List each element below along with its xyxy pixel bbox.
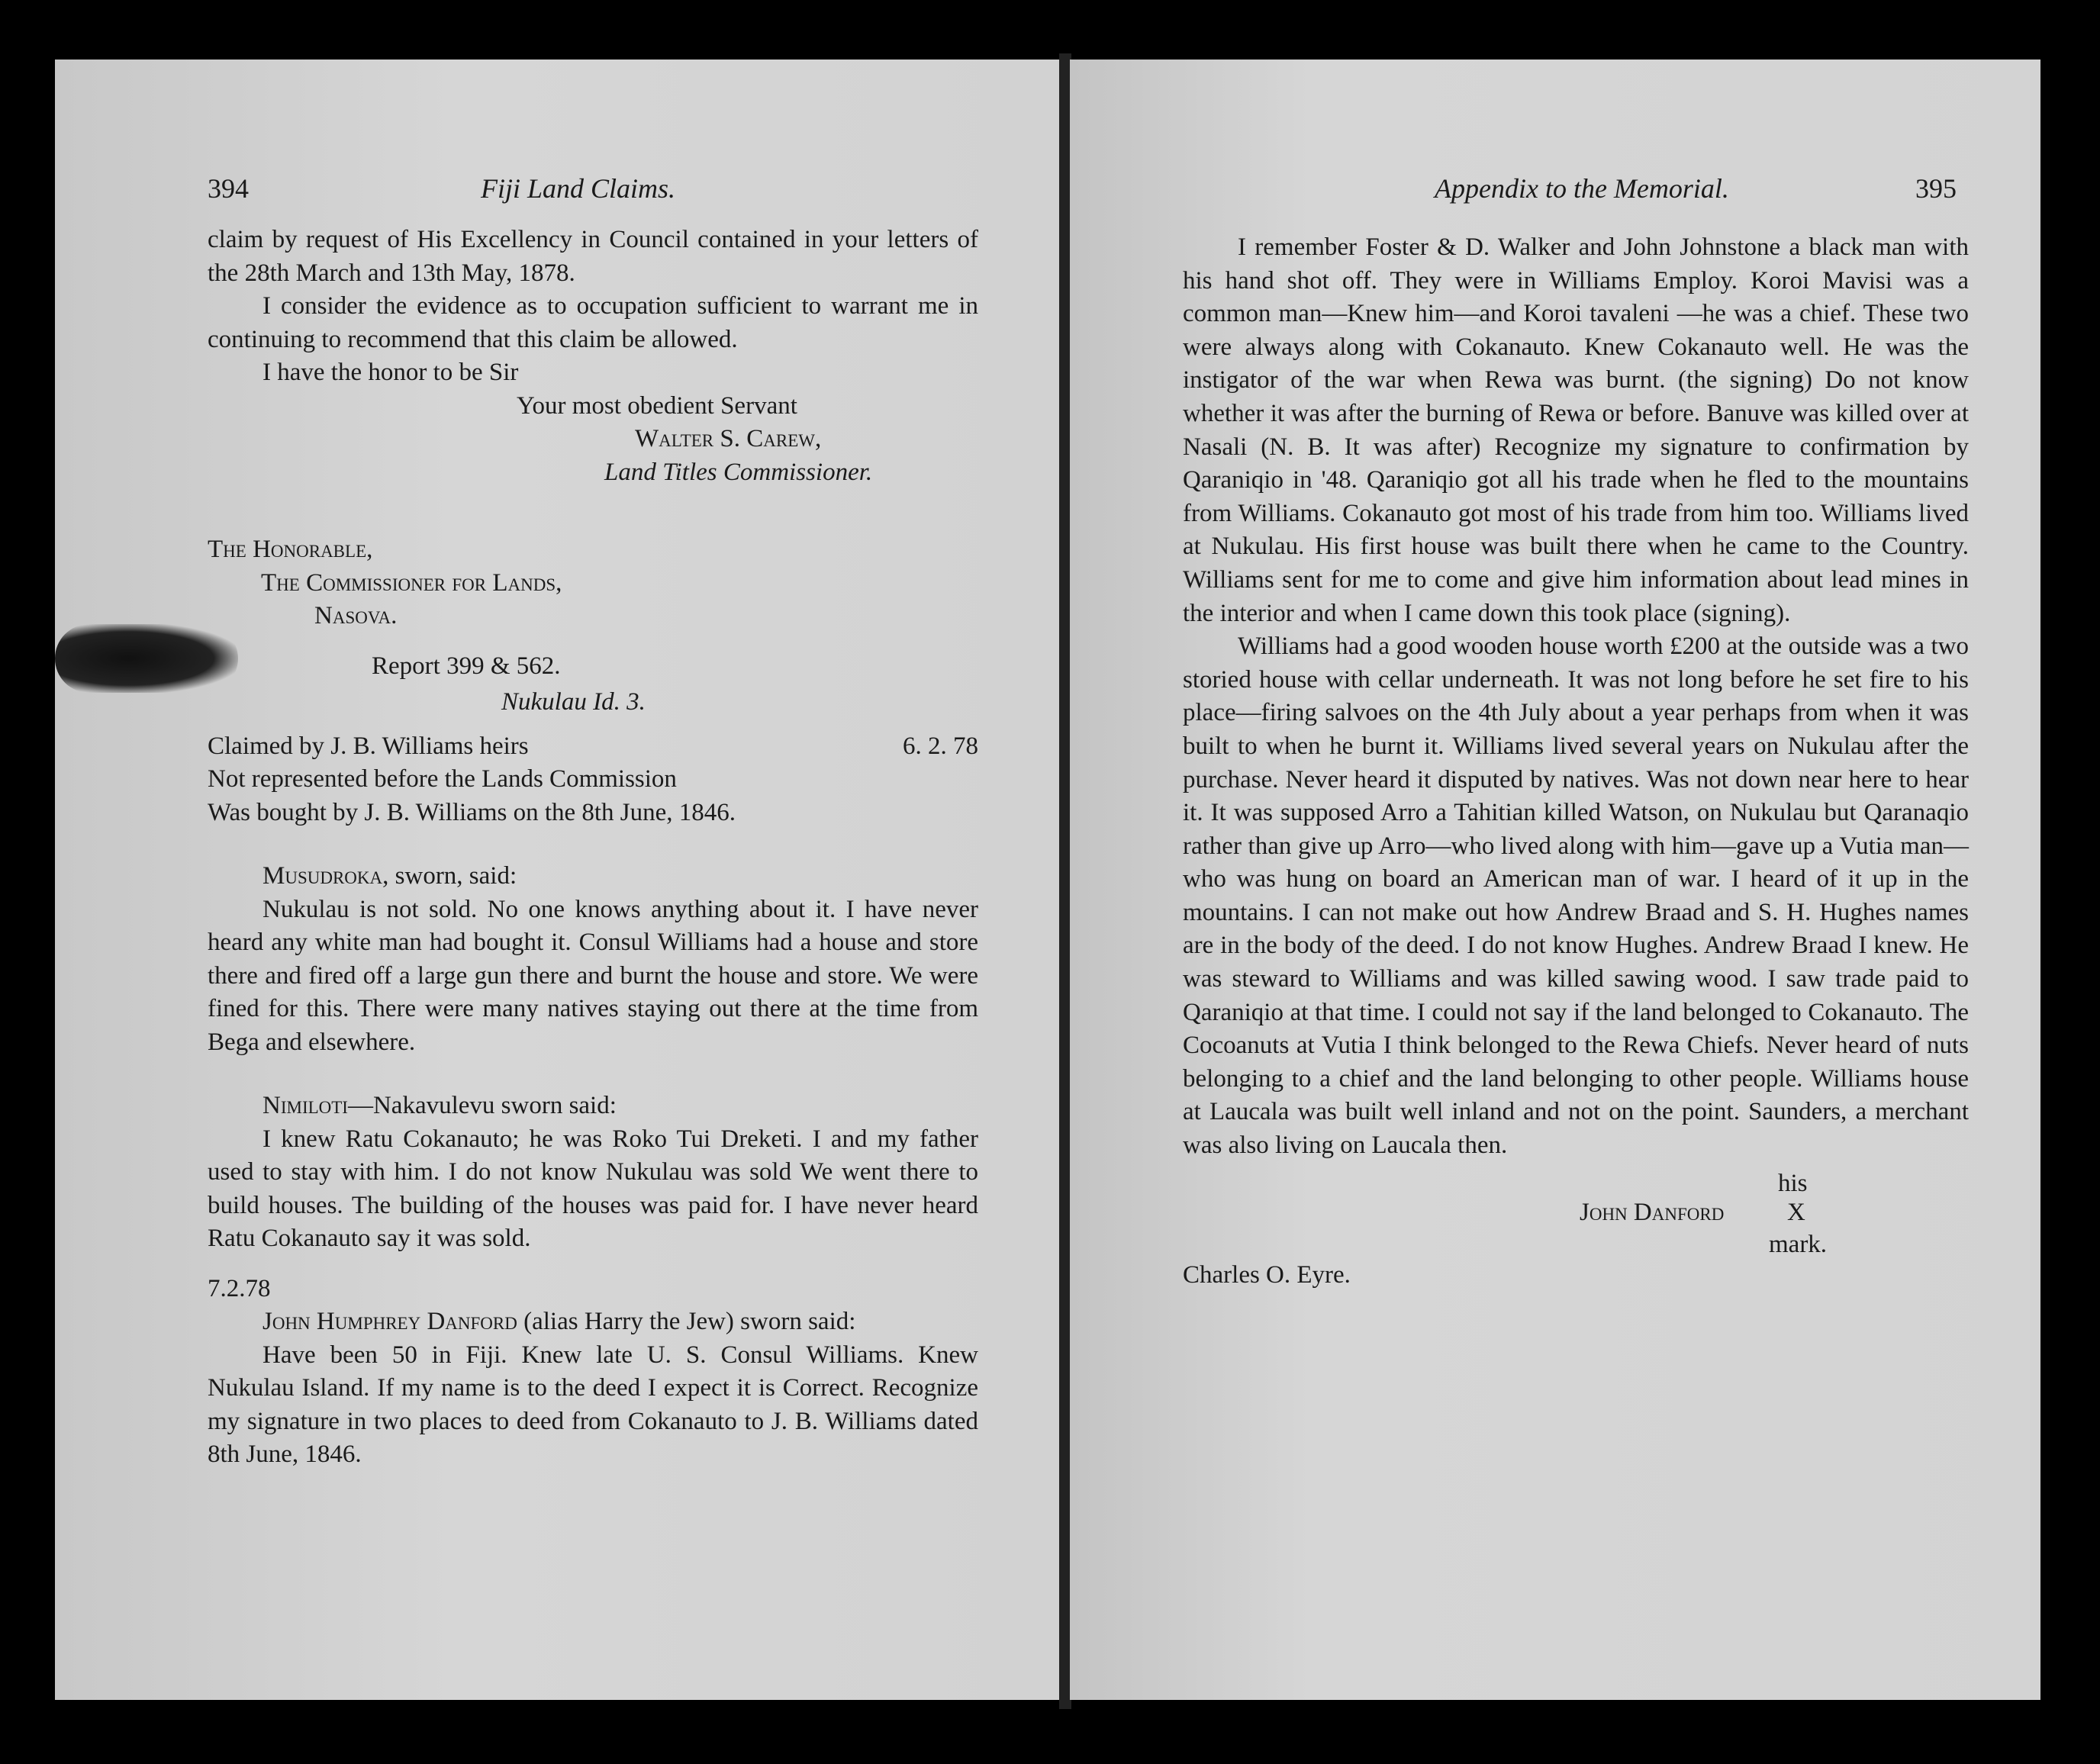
claimed-by: Claimed by J. B. Williams heirs <box>208 732 529 760</box>
witness-2-intro: —Nakavulevu sworn said: <box>347 1092 617 1119</box>
left-body-text <box>208 224 978 1472</box>
thumb-shadow <box>55 624 238 693</box>
bought-statement: Was bought by J. B. Williams on the 8th June, 1846. <box>208 798 736 826</box>
address-line-1: The Honorable, <box>208 536 373 563</box>
witness-2-name: Nimiloti <box>262 1092 348 1119</box>
right-page <box>1070 60 2040 1700</box>
mark-x: X <box>1787 1198 1805 1226</box>
witness-2-heading <box>208 1090 978 1123</box>
left-running-head <box>208 172 978 211</box>
spacer <box>208 719 978 730</box>
witness-1-heading <box>208 860 978 893</box>
witness-3-name: John Humphrey Danford <box>262 1308 517 1335</box>
claimed-by-row <box>208 730 978 764</box>
closing-signer-title: Land Titles Commissioner. <box>604 458 873 486</box>
closing-servant: Your most obedient Servant <box>517 391 797 420</box>
report-number: Report 399 & 562. <box>372 652 561 680</box>
left-page <box>55 60 1061 1700</box>
spacer <box>208 489 978 533</box>
witness-1-name: Musudroka, <box>262 862 389 890</box>
closing-honor: I have the honor to be Sir <box>262 359 519 386</box>
mark-his: his <box>1778 1169 1808 1197</box>
witness-signature: Charles O. Eyre. <box>1183 1260 1351 1289</box>
spacer <box>208 1059 978 1090</box>
running-title-left: Fiji Land Claims. <box>481 173 676 204</box>
witness-3-testimony: Have been 50 in Fiji. Knew late U. S. Consul Williams. Knew Nukulau Island. If my name is to the deed I expect it is Correct. Recognize my signature in two places to deed from Cokanauto to J. B. Williams dated 8th June, 1846. <box>208 1341 978 1468</box>
not-represented: Not represented before the Lands Commission <box>208 765 677 793</box>
signature-block <box>1183 1167 1969 1259</box>
claim-title: Nukulau Id. 3. <box>501 688 646 716</box>
address-line-2: The Commissioner for Lands, <box>261 568 562 597</box>
claim-date: 6. 2. 78 <box>903 732 978 760</box>
witness-3-intro: (alias Harry the Jew) sworn said: <box>517 1308 856 1335</box>
signature-name: John Danford <box>1580 1198 1725 1226</box>
right-paragraph-1: I remember Foster & D. Walker and John Johnstone a black man with his hand shot off. They were in Williams Employ. Koroi Mavisi was a common man—Knew him—and Koroi tavaleni —he was a chief. These two were always along with Cokanauto. Knew Cokanauto well. He was the instigator of the war when Rewa was burnt. (the signing) Do not know whether it was after the burning of Rewa or before. Banuve was killed over at Nasali (N. B. It was after) Recognize my signature to confirmation by Qaraniqio in '48. Qaraniqio got all his trade when he fled to the mountains from Williams. Cokanauto got most of his trade from him too. Williams lived at Nukulau. His first house was built there when he came to the Country. Williams sent for me to come and give him information about lead mines in the interior and when I came down this took place (signing). <box>1183 233 1969 627</box>
left-paragraph-2: I consider the evidence as to occupation sufficient to warrant me in continuing to recommend that this claim be allowed. <box>208 292 978 353</box>
witness-3-heading <box>208 1305 978 1339</box>
testimony-date: 7.2.78 <box>208 1274 271 1302</box>
running-title-right: Appendix to the Memorial. <box>1435 173 1729 204</box>
page-number-right: 395 <box>1915 173 1957 204</box>
witness-1-intro: sworn, said: <box>388 862 517 890</box>
spacer <box>208 1256 978 1273</box>
closing-signer: Walter S. Carew, <box>635 425 822 452</box>
witness-2-testimony: I knew Ratu Cokanauto; he was Roko Tui Dreketi. I and my father used to stay with him. I do not know Nukulau was sold We went there to build houses. The building of the houses was paid for. I have never heard Ratu Cokanauto say it was sold. <box>208 1125 978 1252</box>
right-running-head <box>1183 172 1969 211</box>
left-paragraph-1: claim by request of His Excellency in Council contained in your letters of the 28th March and 13th May, 1878. <box>208 226 978 287</box>
address-line-3: Nasova. <box>314 602 398 629</box>
spacer <box>208 829 978 860</box>
spacer <box>208 633 978 650</box>
witness-1-testimony: Nukulau is not sold. No one knows anything about it. I have never heard any white man had bought it. Consul Williams had a house and store there and fired off a large gun there and burnt the house and store. We were fined for this. There were many natives staying out there at the time from Bega and elsewhere. <box>208 895 978 1056</box>
right-paragraph-2: Williams had a good wooden house worth £200 at the outside was a two storied house with cellar underneath. It was not long before he set fire to his place—firing salvoes on the 4th July about a year perhaps from when it was built to when he burnt it. Williams lived several years on Nukulau after the purchase. Never heard it disputed by natives. Was not down near here to hear it. It was supposed Arro a Tahitian killed Watson, on Nukulau but Qaranaqio rather than give up Arro—who lived along with him—gave up a Vutia man—who was hung on board an American man of war. I heard of it up in the mountains. I can not make out how Andrew Braad and S. H. Hughes names are in the body of the deed. I do not know Hughes. Andrew Braad I knew. He was steward to Williams and was killed sawing wood. I saw trade paid to Qaraniqio at that time. I could not say if the land belonged to Cokanauto. The Cocoanuts at Vutia I think belonged to the Rewa Chiefs. Never heard of nuts belonging to a chief and the land belonging to other people. Williams house at Laucala was built well inland and not on the point. Saunders, a merchant was also living on Laucala then. <box>1183 633 1969 1160</box>
right-body-text <box>1183 231 1969 1292</box>
page-number-left: 394 <box>208 173 249 204</box>
mark-word: mark. <box>1769 1230 1828 1258</box>
